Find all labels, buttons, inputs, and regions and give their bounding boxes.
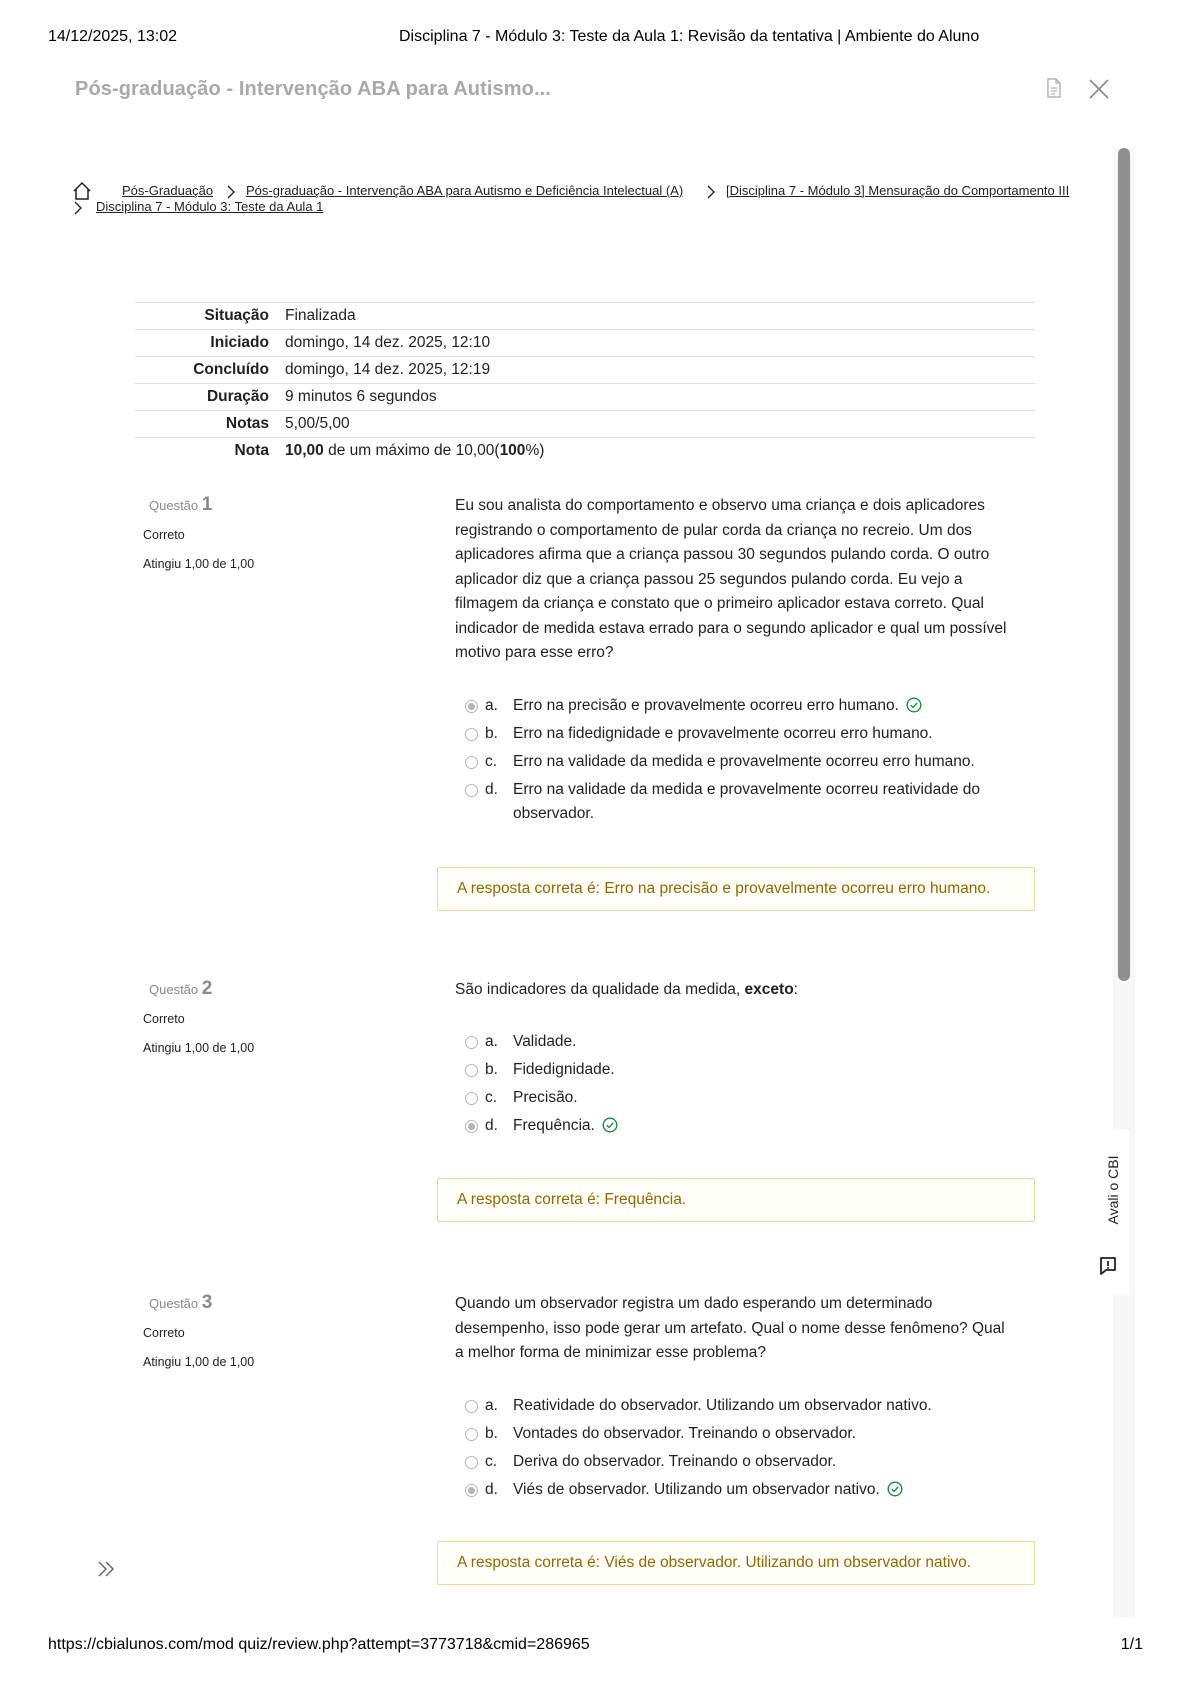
answer-option[interactable] [465, 1394, 1025, 1418]
answer-radio[interactable] [465, 1400, 478, 1413]
question-text: São indicadores da qualidade da medida, exceto: [455, 981, 798, 998]
correct-answer-feedback: A resposta correta é: Erro na precisão e provavelmente ocorreu erro humano. [437, 867, 1035, 911]
summary-value: domingo, 14 dez. 2025, 12:10 [285, 333, 491, 351]
question-state: Correto [143, 528, 185, 542]
breadcrumb-link-pos-graduacao[interactable]: Pós-Graduação [122, 183, 214, 198]
document-icon[interactable] [1045, 78, 1063, 98]
answer-text: Frequência. [513, 1117, 595, 1134]
answer-radio[interactable] [465, 1120, 478, 1133]
correct-answer-feedback: A resposta correta é: Frequência. [437, 1178, 1035, 1222]
answer-option[interactable] [465, 778, 1025, 826]
chevron-right-icon [225, 185, 237, 199]
print-header [48, 28, 1151, 50]
check-circle-icon [906, 697, 922, 713]
summary-label: Nota [234, 441, 269, 459]
answer-list [465, 1394, 1025, 1506]
summary-value: 9 minutos 6 segundos [285, 387, 437, 405]
breadcrumb-link-quiz[interactable]: Disciplina 7 - Módulo 3: Teste da Aula 1 [96, 199, 324, 214]
question-info [143, 1292, 343, 1369]
question-info [143, 978, 343, 1055]
answer-letter: b. [485, 1061, 498, 1078]
print-page-title: Disciplina 7 - Módulo 3: Teste da Aula 1: Revisão da tentativa | Ambiente do Aluno [399, 28, 980, 45]
home-icon[interactable] [72, 181, 92, 201]
answer-text: Erro na fidedignidade e provavelmente ocorreu erro humano. [513, 725, 933, 742]
question-text: Quando um observador registra um dado esperando um determinado desempenho, isso pode gerar um artefato. Qual o nome desse fenômeno? Qual a melhor forma de minimizar esse problema? [455, 1295, 1005, 1361]
summary-value: domingo, 14 dez. 2025, 12:19 [285, 360, 491, 378]
answer-option[interactable] [465, 1114, 1025, 1138]
answer-radio[interactable] [465, 1092, 478, 1105]
answer-text: Fidedignidade. [513, 1061, 615, 1078]
question-grade: Atingiu 1,00 de 1,00 [143, 557, 255, 571]
summary-label: Situação [204, 306, 269, 324]
answer-radio[interactable] [465, 728, 478, 741]
answer-letter: d. [485, 1481, 498, 1498]
print-datetime: 14/12/2025, 13:02 [48, 28, 178, 45]
correct-answer-feedback: A resposta correta é: Viés de observador. Utilizando um observador nativo. [437, 1541, 1035, 1585]
answer-option[interactable] [465, 1030, 1025, 1054]
summary-row-duracao [135, 384, 1035, 411]
question-info [143, 494, 343, 571]
summary-label: Duração [206, 387, 269, 405]
answer-letter: d. [485, 781, 498, 798]
answer-radio[interactable] [465, 756, 478, 769]
summary-row-concluido [135, 357, 1035, 384]
answer-option[interactable] [465, 1422, 1025, 1446]
grade-percent: 100 [499, 441, 526, 459]
answer-text: Deriva do observador. Treinando o observador. [513, 1453, 837, 1470]
summary-label: Notas [225, 414, 269, 432]
question-state: Correto [143, 1326, 185, 1340]
answer-text: Erro na precisão e provavelmente ocorreu erro humano. [513, 697, 899, 714]
answer-option[interactable] [465, 1086, 1025, 1110]
answer-radio[interactable] [465, 700, 478, 713]
summary-row-nota [135, 438, 1035, 465]
answer-text: Erro na validade da medida e provavelmente ocorreu erro humano. [513, 753, 975, 770]
feedback-icon[interactable] [1098, 1256, 1118, 1276]
chevron-right-icon [705, 185, 717, 199]
summary-label: Concluído [193, 360, 269, 378]
answer-option[interactable] [465, 694, 1025, 718]
answer-radio[interactable] [465, 1036, 478, 1049]
summary-value: Finalizada [285, 306, 356, 324]
answer-text: Viés de observador. Utilizando um observador nativo. [513, 1481, 880, 1498]
grade-score: 10,00 [285, 441, 324, 459]
answer-letter: c. [485, 1453, 498, 1470]
chevron-right-icon [72, 201, 84, 215]
answer-option[interactable] [465, 722, 1025, 746]
summary-label: Iniciado [210, 333, 269, 351]
answer-text: Erro na validade da medida e provavelmente ocorreu reatividade do observador. [513, 781, 981, 822]
close-icon[interactable] [1088, 78, 1110, 100]
answer-radio[interactable] [465, 784, 478, 797]
grade-text-mid: de um máximo de 10,00( [323, 441, 500, 459]
print-url: https://cbialunos.com/mod quiz/review.php?attempt=3773718&cmid=286965 [48, 1636, 590, 1653]
summary-row-iniciado [135, 330, 1035, 357]
question-number: Questão 2 [149, 978, 213, 999]
summary-grade-value [285, 438, 1035, 465]
breadcrumb-link-module[interactable]: [Disciplina 7 - Módulo 3] Mensuração do Comportamento III [726, 183, 1070, 198]
check-circle-icon [887, 1481, 903, 1497]
attempt-summary-table [135, 302, 1035, 465]
answer-radio[interactable] [465, 1064, 478, 1077]
check-circle-icon [602, 1117, 618, 1133]
answer-letter: a. [485, 1397, 498, 1414]
answer-text: Vontades do observador. Treinando o observador. [513, 1425, 856, 1442]
question-number: Questão 1 [149, 494, 213, 515]
question-number: Questão 3 [149, 1292, 213, 1313]
answer-radio[interactable] [465, 1484, 478, 1497]
answer-list [465, 694, 1025, 830]
answer-option[interactable] [465, 1450, 1025, 1474]
question-grade: Atingiu 1,00 de 1,00 [143, 1041, 255, 1055]
print-page-number: 1/1 [1120, 1636, 1143, 1653]
grade-text-end: %) [525, 441, 545, 459]
answer-text: Precisão. [513, 1089, 578, 1106]
answer-letter: c. [485, 753, 498, 770]
answer-radio[interactable] [465, 1428, 478, 1441]
question-text: Eu sou analista do comportamento e observo uma criança e dois aplicadores registrando o comportamento de pular corda da criança no recreio. Um dos aplicadores afirma que a criança passou 30 segundos pulando corda. O outro aplicador diz que a criança passou 25 segundos pulando corda. Eu vejo a filmagem da criança e constato que o primeiro aplicador estava correto. Qual indicador de medida estava errado para o segundo aplicador e qual um possível motivo para esse erro? [455, 497, 1007, 661]
summary-row-situacao [135, 303, 1035, 330]
breadcrumb-link-course[interactable]: Pós-graduação - Intervenção ABA para Autismo e Deficiência Intelectual (A) [246, 183, 684, 198]
side-feedback-tab-label[interactable]: Avali o CBI [1105, 1155, 1121, 1225]
answer-letter: d. [485, 1117, 498, 1134]
double-chevron-right-icon[interactable] [95, 1558, 117, 1580]
scrollbar-thumb[interactable] [1118, 148, 1130, 981]
summary-row-notas [135, 411, 1035, 438]
answer-list [465, 1030, 1025, 1142]
answer-option[interactable] [465, 1058, 1025, 1082]
question-state: Correto [143, 1012, 185, 1026]
answer-letter: b. [485, 1425, 498, 1442]
answer-option[interactable] [465, 750, 1025, 774]
answer-option[interactable] [465, 1478, 1025, 1502]
question-grade: Atingiu 1,00 de 1,00 [143, 1355, 255, 1369]
summary-value: 5,00/5,00 [285, 414, 350, 432]
answer-radio[interactable] [465, 1456, 478, 1469]
course-title: Pós-graduação - Intervenção ABA para Autismo... [75, 78, 551, 100]
answer-letter: b. [485, 725, 498, 742]
answer-letter: c. [485, 1089, 498, 1106]
answer-letter: a. [485, 1033, 498, 1050]
answer-text: Validade. [513, 1033, 577, 1050]
answer-text: Reatividade do observador. Utilizando um observador nativo. [513, 1397, 932, 1414]
answer-letter: a. [485, 697, 498, 714]
